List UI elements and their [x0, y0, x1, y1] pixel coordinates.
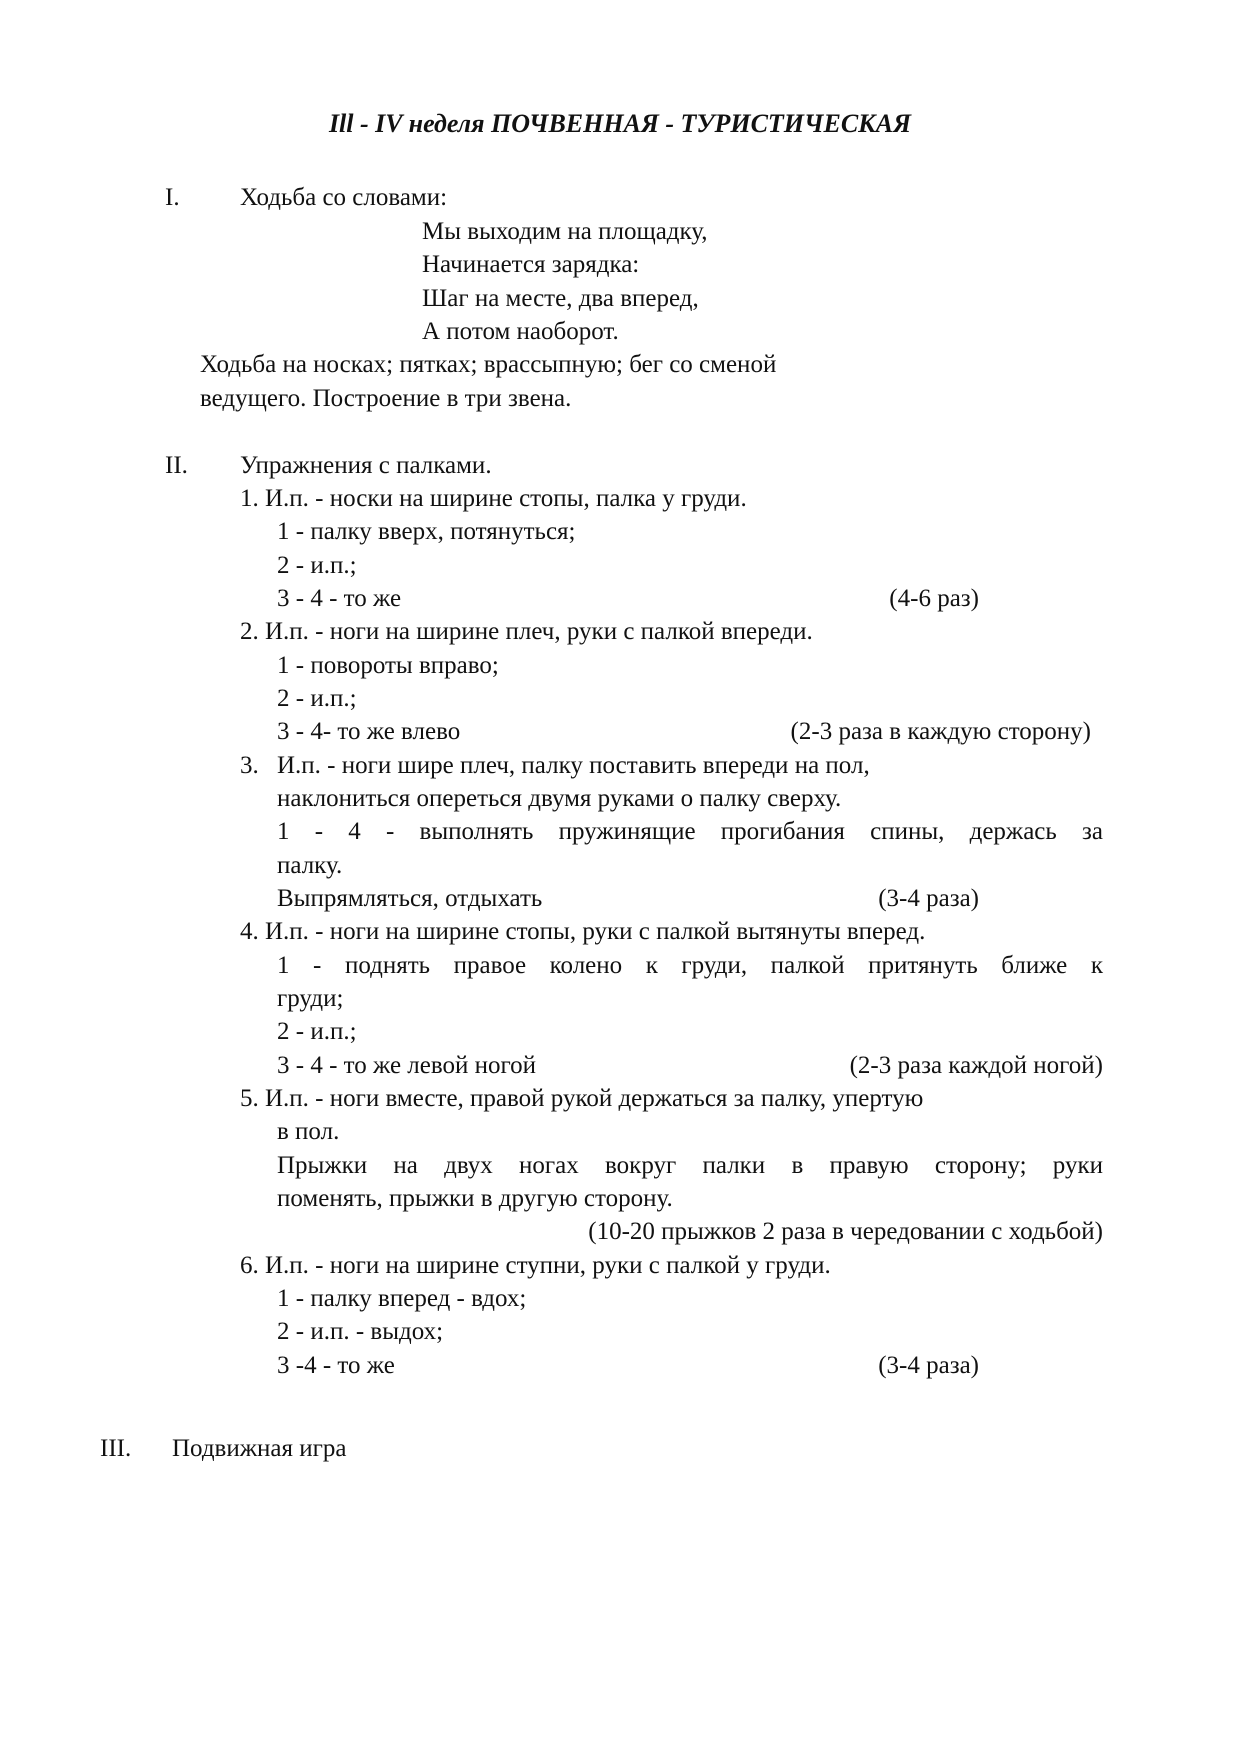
exercise-1-step: 1 - палку вверх, потянуться; — [277, 518, 576, 545]
exercise-3-number: 3. — [240, 752, 259, 779]
exercise-5-step: Прыжки на двух ногах вокруг палки в правую сторону; руки — [277, 1152, 1103, 1179]
exercise-3-step: 1 - 4 - выполнять пружинящие прогибания спины, держась за — [277, 818, 1103, 845]
exercise-5-start: 5. И.п. - ноги вместе, правой рукой держаться за палку, упертую — [240, 1085, 924, 1112]
exercise-6-step: 3 -4 - то же — [277, 1352, 395, 1379]
poem-line: Шаг на месте, два вперед, — [422, 285, 699, 312]
exercise-1-step: 3 - 4 - то же — [277, 585, 402, 612]
section-1-text: ведущего. Построение в три звена. — [200, 385, 572, 412]
section-2-numeral: II. — [165, 452, 188, 479]
exercise-6-count: (3-4 раза) — [878, 1352, 979, 1379]
section-1-text: Ходьба на носках; пятках; врассыпную; бег со сменой — [200, 351, 777, 378]
exercise-1-count: (4-6 раз) — [889, 585, 979, 612]
poem-line: Мы выходим на площадку, — [422, 218, 708, 245]
poem-line: А потом наоборот. — [422, 318, 619, 345]
exercise-3-step: Выпрямляться, отдыхать — [277, 885, 543, 912]
exercise-4-step: 1 - поднять правое колено к груди, палкой притянуть ближе к — [277, 952, 1103, 979]
exercise-2-start: 2. И.п. - ноги на ширине плеч, руки с палкой впереди. — [240, 618, 813, 645]
exercise-2-count: (2-3 раза в каждую сторону) — [790, 718, 1091, 745]
poem-line: Начинается зарядка: — [422, 251, 640, 278]
exercise-4-start: 4. И.п. - ноги на ширине стопы, руки с палкой вытянуты вперед. — [240, 918, 926, 945]
exercise-2-step: 1 - повороты вправо; — [277, 652, 499, 679]
section-3-heading: Подвижная игра — [172, 1435, 347, 1462]
exercise-5-step: поменять, прыжки в другую сторону. — [277, 1185, 673, 1212]
exercise-3-count: (3-4 раза) — [878, 885, 979, 912]
exercise-6-step: 2 - и.п. - выдох; — [277, 1318, 444, 1345]
section-3-numeral: III. — [100, 1435, 132, 1462]
exercise-5-count: (10-20 прыжков 2 раза в чередовании с ходьбой) — [588, 1218, 1103, 1245]
exercise-4-count: (2-3 раза каждой ногой) — [849, 1052, 1103, 1079]
exercise-1-step: 2 - и.п.; — [277, 552, 357, 579]
exercise-2-step: 2 - и.п.; — [277, 685, 357, 712]
exercise-3-step: наклониться опереться двумя руками о палку сверху. — [277, 785, 842, 812]
exercise-5-step: в пол. — [277, 1118, 340, 1145]
section-1-heading: Ходьба со словами: — [240, 184, 448, 211]
exercise-2-step: 3 - 4- то же влево — [277, 718, 461, 745]
page-title: Ill - IV неделя ПОЧВЕННАЯ - ТУРИСТИЧЕСКАЯ — [328, 109, 912, 138]
exercise-6-step: 1 - палку вперед - вдох; — [277, 1285, 527, 1312]
exercise-3-step: палку. — [277, 852, 343, 879]
exercise-6-start: 6. И.п. - ноги на ширине ступни, руки с палкой у груди. — [240, 1252, 831, 1279]
exercise-4-step: груди; — [277, 985, 344, 1012]
exercise-4-step: 3 - 4 - то же левой ногой — [277, 1052, 537, 1079]
exercise-4-step: 2 - и.п.; — [277, 1018, 357, 1045]
section-2-heading: Упражнения с палками. — [240, 452, 492, 479]
section-1-numeral: I. — [165, 184, 180, 211]
exercise-1-start: 1. И.п. - носки на ширине стопы, палка у груди. — [240, 485, 747, 512]
exercise-3-start: И.п. - ноги шире плеч, палку поставить впереди на пол, — [277, 752, 870, 779]
